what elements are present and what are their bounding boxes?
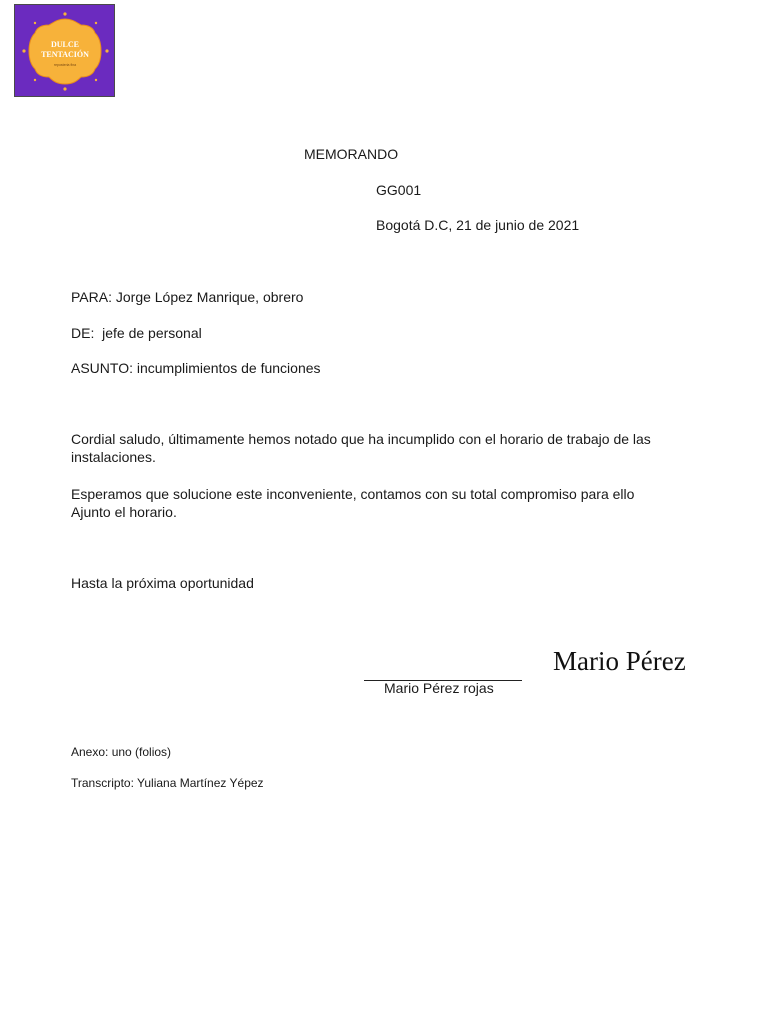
body-paragraph-2-line-2: Ajunto el horario.	[71, 504, 177, 520]
body-paragraph-2	[71, 485, 711, 521]
logo-graphic	[15, 5, 115, 97]
body-paragraph-2-line-1: Esperamos que solucione este inconveniente, contamos con su total compromiso para ello	[71, 486, 635, 502]
logo-title-line1: DULCE	[50, 40, 80, 49]
signer-name: Mario Pérez rojas	[384, 680, 494, 696]
closing-line: Hasta la próxima oportunidad	[71, 575, 254, 591]
company-logo	[14, 4, 115, 97]
memo-to: PARA: Jorge López Manrique, obrero	[71, 289, 304, 305]
body-paragraph-1: Cordial saludo, últimamente hemos notado que ha incumplido con el horario de trabajo de las instalaciones.	[71, 431, 651, 465]
memo-from: DE: jefe de personal	[71, 325, 202, 341]
memo-subject: ASUNTO: incumplimientos de funciones	[71, 360, 321, 376]
memo-place-date: Bogotá D.C, 21 de junio de 2021	[376, 217, 580, 233]
logo-title-line2: TENTACIÓN	[41, 50, 89, 59]
logo-tagline: reposteria fina	[53, 63, 77, 67]
memo-code: GG001	[376, 182, 422, 198]
transcribed-note: Transcripto: Yuliana Martínez Yépez	[71, 776, 264, 790]
memo-title: MEMORANDO	[304, 146, 399, 162]
annex-note: Anexo: uno (folios)	[71, 745, 172, 759]
handwritten-signature: Mario Pérez	[553, 646, 686, 676]
